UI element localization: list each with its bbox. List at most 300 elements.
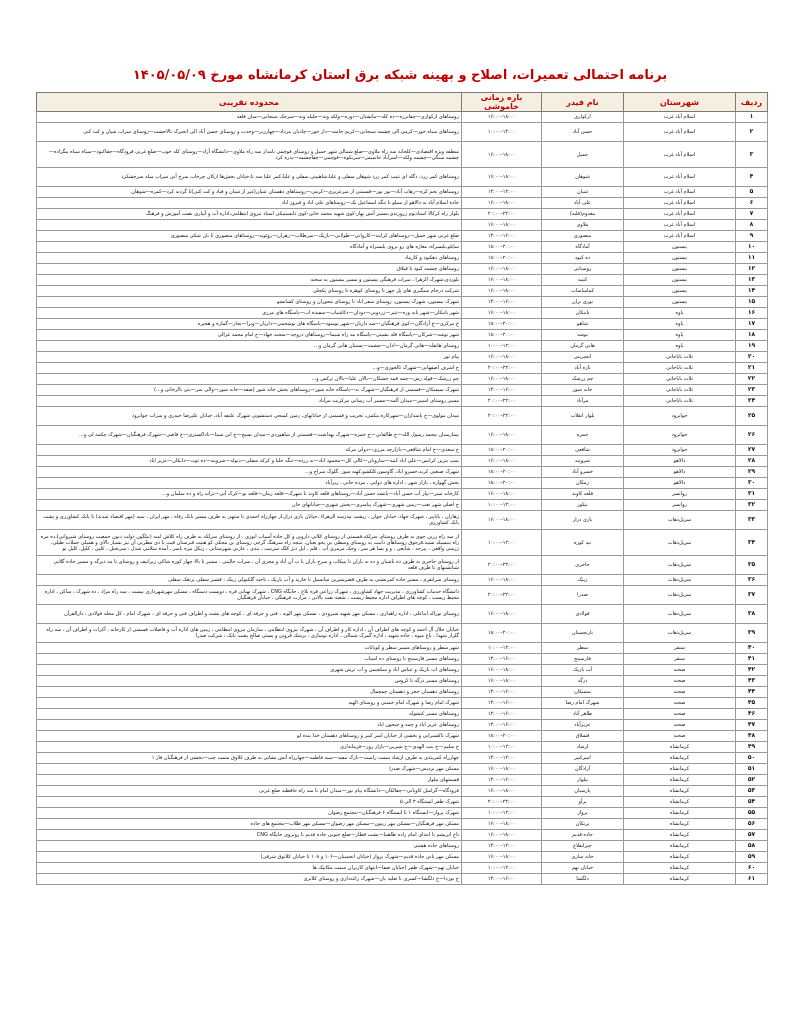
area-cell — [37, 220, 462, 231]
outage-time-cell: ۱۸:۰۰–۲۰:۰۰ — [462, 445, 542, 456]
row-number-cell: ۲۰ — [736, 352, 768, 363]
city-cell: جوانرود — [624, 407, 736, 426]
city-cell: کرمانشاه — [624, 852, 736, 863]
area-cell: روستای هانقله—هانی گرمان—ادان—چشمه—پستبان هانی گرمان و... — [37, 341, 462, 352]
table-row — [37, 231, 768, 242]
feeder-cell: فولادی — [542, 605, 624, 624]
table-row — [37, 445, 768, 456]
outage-time-cell: ۱۸:۰۰–۲۰:۰۰ — [462, 330, 542, 341]
feeder-cell: عزیزآباد — [542, 720, 624, 731]
area-cell: روستاهای مسیر کنشوله — [37, 709, 462, 720]
outage-time-cell: ۲۰:۰۰–۲۲:۰۰ — [462, 586, 542, 605]
feeder-cell: جیرانقلاع — [542, 841, 624, 852]
row-number-cell: ۲۲ — [736, 374, 768, 385]
feeder-cell: شوهان — [542, 168, 624, 187]
area-cell: خ نوزدا—خ دلگشا—کسری تا تعلیه بان—شهرک زاغه‌داری و روستای کلاتری — [37, 874, 462, 885]
feeder-cell: طاهر آباد — [542, 709, 624, 720]
feeder-cell: حسن آباد — [542, 123, 624, 142]
city-cell: صحنه — [624, 687, 736, 698]
feeder-cell: ده کبود — [542, 253, 624, 264]
area-cell: مسیر روستای اسپیر—میدان آلمه—مسیر آب رسانی مرکزیت مرآباد — [37, 396, 462, 407]
outage-time-cell: ۱۴:۰۰–۱۶:۰۰ — [462, 709, 542, 720]
row-number-cell: ۱۵ — [736, 297, 768, 308]
row-number-cell: ۴۶ — [736, 709, 768, 720]
header-outage-time: بازه زمانی خاموشی — [462, 93, 542, 112]
city-cell: بیستون — [624, 253, 736, 264]
row-number-cell: ۲۷ — [736, 445, 768, 456]
city-cell: صحنه — [624, 709, 736, 720]
city-cell: اسلام آباد غرب — [624, 220, 736, 231]
row-number-cell: ۳۵ — [736, 556, 768, 575]
feeder-cell: آزادگان — [542, 764, 624, 775]
outage-time-cell: ۱۶:۰۰–۱۸:۰۰ — [462, 264, 542, 275]
city-cell: پاوه — [624, 330, 736, 341]
row-number-cell: ۴۳ — [736, 676, 768, 687]
feeder-cell: تازه آباد — [542, 363, 624, 374]
table-row — [37, 456, 768, 467]
feeder-cell: ارکوازی — [542, 112, 624, 123]
table-row — [37, 797, 768, 808]
row-number-cell: ۳۰ — [736, 478, 768, 489]
area-cell: شرکت درجام سنگبری های پل چهر تا روستای کوهزه تا روستای پکجلی — [37, 286, 462, 297]
outage-time-cell: ۱۶:۰۰–۱۸:۰۰ — [462, 112, 542, 123]
row-number-cell: ۱۱ — [736, 253, 768, 264]
feeder-cell: شهرک امام رضا — [542, 698, 624, 709]
city-cell: کرمانشاه — [624, 797, 736, 808]
row-number-cell: ۲۹ — [736, 467, 768, 478]
city-cell: کرمانشاه — [624, 764, 736, 775]
city-cell: روانسر — [624, 500, 736, 511]
area-cell: از روستای جاجری به طرف ده باشیان و ده به باران تا بنیکاب و سرخ باران با ب آن آباد و مجری آن ، سراب جالینی ، مسیر تا بالا چهار کوره شاکی زیرانیف و روستای تا مه دیرگه و مسیر جاده گلاتی شبانشنهای تا طرف قلعه — [37, 556, 462, 575]
city-cell: کرمانشاه — [624, 830, 736, 841]
feeder-cell: خانه سازی — [542, 852, 624, 863]
city-cell: اسلام آباد غرب — [624, 187, 736, 198]
table-row — [37, 830, 768, 841]
city-cell: اسلام آباد غرب — [624, 168, 736, 187]
outage-time-cell: ۱۴:۰۰–۱۶:۰۰ — [462, 231, 542, 242]
feeder-cell: پارسیان — [542, 786, 624, 797]
city-cell: ثلاث باباجانی — [624, 374, 736, 385]
outage-time-cell: ۲۰:۰۰–۲۲:۰۰ — [462, 556, 542, 575]
area-cell: تاخ ابریشم تا ابتدای امام زاده ظاهینا—پشت قطار—ضلع جنوبی جاده قدیم تا روبروی جایگاه CNG — [37, 830, 462, 841]
feeder-cell: درگه — [542, 676, 624, 687]
area-cell: مسکن مهر بانی جاده قدیم—شهرک پرواز (خیابان انجمنیان—۱۰۶ و ۱۰۸ تا خیابان کلانوق شرقی) — [37, 852, 462, 863]
outage-time-cell: ۱۰:۰۰–۱۲:۰۰ — [462, 643, 542, 654]
area-cell: خیابان جلال آل احمد و کوچه های اطراف آن ، اداره کار و اطراف آن ، شهرک نیروی انتظامی ، سازمان نیروی انتظامی ، زمین های اداره آب و فاضلاب قسمتی از کارخانه ، آکرات و اطراف آن ، سه راه گلزار شهدا ، باغ میوه ، جاده شهید ، اداره گمرک شمالی ، اداره نوسازی ، پزشک فروتن و پستی صالح پشت بانک ، شرکت صدرا — [37, 624, 462, 643]
area-cell: بیمارستان محمد رسول الله—خ طالقانی—خ حمزه—شهرک بهداشت—قسمتی از شاهوردی—میدان بسیج—خ ابن سینا—ناداکستری—خ قاضی—شهرک فرهنگیان—شهرک چکمه لی و... — [37, 426, 462, 445]
area-cell: روستاهای سیاه خور—کرمی الی چشمه سنجابی—کریم خامنه—دار خور—چادیان مرداد—چهارزبر—وحدت و روستای حسن آباد الی انجیرک تالاجشت—روستای سراب شیان و کت کنی — [37, 123, 462, 142]
row-number-cell: ۳۱ — [736, 489, 768, 500]
table-row — [37, 665, 768, 676]
outage-time-cell: ۱۴:۰۰–۱۶:۰۰ — [462, 720, 542, 731]
area-cell: روستاهای چشمه کبود تا فیلاق — [37, 264, 462, 275]
city-cell: اسلام آباد غرب — [624, 209, 736, 220]
feeder-cell: منصوری — [542, 231, 624, 242]
area-cell: روستای نوراله ایناعلی ، اداره راهداری ، مسکن مهر شهید شیرودی ، مسکن مهر الوند ، فنی و حرفه ای ، کوچه های پشت و اطراف فنی و حرفه ای ، شهرک امام ، کل محله فولادی ، دارالقرآن — [37, 605, 462, 624]
table-row — [37, 385, 768, 396]
outage-time-cell: ۲۰:۰۰–۲۲:۰۰ — [462, 797, 542, 808]
feeder-cell: ملاوی — [542, 220, 624, 231]
feeder-cell: شیان — [542, 187, 624, 198]
row-number-cell: ۳ — [736, 142, 768, 168]
row-number-cell: ۵۹ — [736, 852, 768, 863]
feeder-cell: روستایی — [542, 264, 624, 275]
row-number-cell: ۵۵ — [736, 808, 768, 819]
table-row — [37, 852, 768, 863]
outage-time-cell: ۱۴:۰۰–۱۲:۰۰ — [462, 753, 542, 764]
table-row — [37, 775, 768, 786]
outage-time-cell: ۱۶:۰۰–۱۸:۰۰ — [462, 426, 542, 445]
table-row — [37, 742, 768, 753]
outage-time-cell: ۱۸:۰۰–۲۰:۰۰ — [462, 467, 542, 478]
table-row — [37, 841, 768, 852]
outage-time-cell: ۲۰:۰۰–۲۲:۰۰ — [462, 407, 542, 426]
area-cell: سایلو،بلیسراه، مغازه های رو بروی پلیسراه و آمادگاه — [37, 242, 462, 253]
row-number-cell: ۵۸ — [736, 841, 768, 852]
outage-time-cell: ۱۶:۰۰–۱۸:۰۰ — [462, 511, 542, 530]
feeder-cell: نوشه — [542, 330, 624, 341]
outage-time-cell: ۱۶:۰۰–۱۸:۰۰ — [462, 852, 542, 863]
outage-time-cell: ۱۶:۰۰–۱۸:۰۰ — [462, 286, 542, 297]
outage-time-cell: ۱۸:۰۰–۲۰:۰۰ — [462, 731, 542, 742]
table-row — [37, 500, 768, 511]
table-row — [37, 352, 768, 363]
area-cell: شهرک سیمیکان—قسمتی از فرهنگیان—شهرک به—پاسگاه خانه شور—روستاهای بخش خانه شور (صفه—خانه شور—والی سر—بنی نالرخانی و...) — [37, 385, 462, 396]
row-number-cell: ۵۰ — [736, 753, 768, 764]
row-number-cell: ۳۴ — [736, 530, 768, 556]
area-cell: شهرک صنعتی کرند،خسرو اباد، گاوسور،کلکشو،کهنه سوز ،گلوک سراج و... — [37, 467, 462, 478]
city-cell: پاوه — [624, 319, 736, 330]
row-number-cell: ۱۷ — [736, 319, 768, 330]
table-row — [37, 489, 768, 500]
feeder-cell: خسرو آباد — [542, 467, 624, 478]
outage-time-cell: ۱۰:۰۰–۱۲:۰۰ — [462, 742, 542, 753]
outage-time-cell: ۱۶:۰۰–۱۸:۰۰ — [462, 819, 542, 830]
city-cell: سرپل‌ذهاب — [624, 605, 736, 624]
table-row — [37, 863, 768, 874]
area-cell: منطقه ویژه اقتصادی—کلخانه سه راه ملاوی—ضلع شمالی شهر حمیل و روستای قوچمی نامدار سه راه ملاوی—دانشگاه آزاد—روستای کله جوب—ضلع غربی فرودگاه—چقاکبود—سیاه سیاه بیگزاده—چشمه سنگی—چشمه ولکه—اسرآباد خانمیمر—سرنکوه—قوچمی—چقاچشمه—بدره کرد — [37, 142, 462, 168]
area-cell: شهرک تاکسیرانی و بخشی از خیابان امیر کبیر و روستاهای دهستان خدا بنده لو — [37, 731, 462, 742]
feeder-cell: شاهو — [542, 319, 624, 330]
row-number-cell: ۵۳ — [736, 786, 768, 797]
city-cell: پاوه — [624, 341, 736, 352]
outage-time-cell: ۱۶:۰۰–۱۸:۰۰ — [462, 665, 542, 676]
row-number-cell: ۳۸ — [736, 605, 768, 624]
area-cell: شهرک بیستون، شهرک بیستون، روستای سفر اباد تا روستای محوران و روستای کشانشو — [37, 297, 462, 308]
area-cell: روستاهای جاده هشتی — [37, 841, 462, 852]
area-cell: میدان مولوی—خ پاسداران—شهرکاره،بیکمی، تخریب و قسمتی از خیابانهای، زمین کمیجی دستشویی شهرک علیفه آباد، خیابان علیرضا حیدری و سراب جوانرود — [37, 407, 462, 426]
city-cell: صحنه — [624, 665, 736, 676]
outage-time-cell: ۱۶:۰۰–۱۸:۰۰ — [462, 605, 542, 624]
table-row — [37, 698, 768, 709]
feeder-cell: پرآو — [542, 797, 624, 808]
row-number-cell: ۱۳ — [736, 275, 768, 286]
outage-time-cell: ۱۴:۰۰–۱۶:۰۰ — [462, 874, 542, 885]
header-feeder: نام فیدر — [542, 93, 624, 112]
city-cell: روانسر — [624, 489, 736, 500]
table-row — [37, 374, 768, 385]
outage-time-cell: ۱۰:۰۰–۱۲:۰۰ — [462, 500, 542, 511]
area-cell: شهر نوشه—شرکان—پاسگاه قله نشینی—پاسگاه مه راه شیما—روستاهای دروچه—سحنه جهاد—خ امام محمد غزالی — [37, 330, 462, 341]
feeder-cell: دلگشا — [542, 874, 624, 885]
outage-time-cell: ۱۰:۰۰–۱۲:۰۰ — [462, 863, 542, 874]
area-cell: روستاهای تخم کره—زهاب آباد—نور بور—قسمتی از میرعزیزی—کرمی—روستاهای دهستان شیان(غیر از شیان و قباد و کت کنی)تا گردنه کرد—کمره—شوهان — [37, 187, 462, 198]
outage-time-cell: ۱۸:۰۰–۲۰:۰۰ — [462, 242, 542, 253]
outage-time-cell: ۱۸:۰۰–۲۰:۰۰ — [462, 478, 542, 489]
feeder-cell: نارنجستان — [542, 624, 624, 643]
outage-time-cell: ۱۴:۰۰–۱۶:۰۰ — [462, 775, 542, 786]
outage-time-cell: ۱۰:۰۰–۱۲:۰۰ — [462, 530, 542, 556]
area-cell: پمپ بنزین کرانس—علی اباد کنیه—سارونان—کالی کل—محمود اباد—ته زرده—تنگه خلیا و کرکه سفلی—دیوله—شروینه—ده ثوت—دانکان—عزیز اباد — [37, 456, 462, 467]
table-row — [37, 709, 768, 720]
feeder-cell: خیابان نهم — [542, 863, 624, 874]
city-cell: دالاهو — [624, 467, 736, 478]
row-number-cell: ۴۵ — [736, 698, 768, 709]
table-row — [37, 168, 768, 187]
outage-time-cell: ۱۶:۰۰–۱۸:۰۰ — [462, 489, 542, 500]
city-cell: ثلاث باباجانی — [624, 396, 736, 407]
header-area: محدوده تقریبی — [37, 93, 462, 112]
row-number-cell: ۱۸ — [736, 330, 768, 341]
area-cell: روستاهای مسیر درگه تا کروس — [37, 676, 462, 687]
row-number-cell: ۱۲ — [736, 264, 768, 275]
area-cell: شهر بابنکان—شهر بابه وره—تنیر—زردوبی—دودان—دکاشیاب—سفیده اب—پاسگاه های مرزی — [37, 308, 462, 319]
row-number-cell: ۵۲ — [736, 775, 768, 786]
header-city: شهرستان — [624, 93, 736, 112]
feeder-cell: آمادگاه — [542, 242, 624, 253]
city-cell: سنقر — [624, 654, 736, 665]
area-cell: روستاهای دهستان خجر و دهستان چمچمال — [37, 687, 462, 698]
feeder-cell: ارشاد — [542, 742, 624, 753]
city-cell: ثلاث باباجانی — [624, 352, 736, 363]
city-cell: سنقر — [624, 643, 736, 654]
area-cell: بخش گهواره ، بازار شهر ، اداره های دولتی ، مرده خانی ، زیرآباد — [37, 478, 462, 489]
table-row — [37, 808, 768, 819]
row-number-cell: ۲۵ — [736, 407, 768, 426]
feeder-cell: تیکور — [542, 500, 624, 511]
row-number-cell: ۴۸ — [736, 731, 768, 742]
outage-time-cell: ۱۰:۰۰–۱۴:۰۰ — [462, 123, 542, 142]
city-cell: بیستون — [624, 275, 736, 286]
feeder-cell: سطر — [542, 643, 624, 654]
row-number-cell: ۴۱ — [736, 654, 768, 665]
feeder-cell: سمنکان — [542, 687, 624, 698]
area-cell: روستاهای مسیر فارسینج تا روستای ده اسیاب — [37, 654, 462, 665]
city-cell: سرپل‌ذهاب — [624, 575, 736, 586]
feeder-cell: پرواز — [542, 808, 624, 819]
outage-time-cell: ۲۰:۰۰–۲۲:۰۰ — [462, 363, 542, 374]
table-row — [37, 396, 768, 407]
table-row — [37, 819, 768, 830]
feeder-cell: چم زرشک — [542, 374, 624, 385]
city-cell: بیستون — [624, 242, 736, 253]
feeder-cell: شروینه — [542, 456, 624, 467]
city-cell: سرپل‌ذهاب — [624, 530, 736, 556]
feeder-cell: شافعی — [542, 445, 624, 456]
outage-time-cell: ۱۴:۰۰–۱۶:۰۰ — [462, 385, 542, 396]
row-number-cell: ۳۳ — [736, 511, 768, 530]
outage-time-cell: ۱۶:۰۰–۱۸:۰۰ — [462, 575, 542, 586]
feeder-cell: حمزه — [542, 426, 624, 445]
table-row — [37, 209, 768, 220]
outage-time-cell: ۱۶:۰۰–۱۸:۰۰ — [462, 374, 542, 385]
table-row — [37, 187, 768, 198]
row-number-cell: ۳۷ — [736, 586, 768, 605]
area-cell: شهرک امام رضا و شهرک امام خمینی و روستای الهیه — [37, 698, 462, 709]
feeder-cell: کتیبه — [542, 275, 624, 286]
table-row — [37, 426, 768, 445]
city-cell: کرمانشاه — [624, 863, 736, 874]
area-cell: جاده اسلام آباد به دالاهو از سیلو تا تنگه اسماعیل بک—روستاهای علی اباد و فیروز اباد — [37, 198, 462, 209]
feeder-cell: انجیربنی — [542, 352, 624, 363]
row-number-cell: ۲ — [736, 123, 768, 142]
city-cell: کرمانشاه — [624, 753, 736, 764]
row-number-cell: ۵ — [736, 187, 768, 198]
table-row — [37, 407, 768, 426]
area-cell: روستاهای عزیز اباد و چمه و چیحون اباد — [37, 720, 462, 731]
row-number-cell: ۳۶ — [736, 575, 768, 586]
feeder-cell: معدوم(فلبه) — [542, 209, 624, 220]
area-cell: مسکن مهر فرهنگیان—مسکن مهر زیتون—مسکن مهر رضوان—مسکن مهر طلاب—مجتمع های جاده — [37, 819, 462, 830]
city-cell: بیستون — [624, 286, 736, 297]
area-cell: شهرک ظفر ایستگاه ۳ الی ۵ — [37, 797, 462, 808]
area-cell: خ اشرف اصفهانی—شهرک تالجوزی—و... — [37, 363, 462, 374]
outage-time-cell: ۱۶:۰۰–۱۸:۰۰ — [462, 142, 542, 168]
table-row — [37, 286, 768, 297]
area-cell: روستای سرانقرم ، مسیر جاده کمرنشیی به طرف قصرشیرین میانسیل تا خارید و آب باریک ، ناحیه گلکبولی زینک ، قشیر سفلی برتغک سفلی — [37, 575, 462, 586]
city-cell: سرپل‌ذهاب — [624, 556, 736, 575]
outage-time-cell: ۱۴:۰۰–۱۶:۰۰ — [462, 698, 542, 709]
outage-time-cell: ۱۸:۰۰–۲۰:۰۰ — [462, 319, 542, 330]
outage-time-cell: ۱۸:۰۰–۲۰:۰۰ — [462, 624, 542, 643]
table-row — [37, 643, 768, 654]
outage-time-cell: ۱۴:۰۰–۱۶:۰۰ — [462, 654, 542, 665]
area-cell: فرودگاه—گرامیل کاوپانی—چقالکان—دانشگاه پیام نور—میدان امام تا سه راه حافظیه ضلع غربی — [37, 786, 462, 797]
row-number-cell: ۸ — [736, 220, 768, 231]
row-number-cell: ۶ — [736, 198, 768, 209]
area-cell: مسکن مهر بردیس—شهرک صدرا — [37, 764, 462, 775]
city-cell: کرمانشاه — [624, 786, 736, 797]
city-cell: کرمانشاه — [624, 819, 736, 830]
feeder-cell: آب باریک — [542, 665, 624, 676]
table-row — [37, 308, 768, 319]
area-cell: روستاهای کمر زرد، دگله ای تنیب کمر زرد شوهان سفلی و علیا،شاهیینی سفلی و علیا،کمر علیا سه تا،خیابان بخش‌ها ارکان چرخاب سرخ آبی سراب میله سرچشکرد — [37, 168, 462, 187]
city-cell: کرمانشاه — [624, 742, 736, 753]
row-number-cell: ۳۹ — [736, 624, 768, 643]
outage-time-cell: ۱۶:۰۰–۱۸:۰۰ — [462, 168, 542, 187]
row-number-cell: ۵۶ — [736, 819, 768, 830]
city-cell: دالاهو — [624, 456, 736, 467]
area-cell: شهر سطر و روستاهای مسیر سطر و کونانات — [37, 643, 462, 654]
table-row — [37, 687, 768, 698]
feeder-cell: بازی دراز — [542, 511, 624, 530]
city-cell: اسلام آباد غرب — [624, 123, 736, 142]
outage-time-cell: ۱۰:۰۰–۱۲:۰۰ — [462, 341, 542, 352]
outage-time-cell: ۱۶:۰۰–۱۸:۰۰ — [462, 198, 542, 209]
city-cell: صحنه — [624, 731, 736, 742]
table-row — [37, 586, 768, 605]
feeder-cell: خانه شور — [542, 385, 624, 396]
row-number-cell: ۴ — [736, 168, 768, 187]
table-row — [37, 478, 768, 489]
row-number-cell: ۷ — [736, 209, 768, 220]
table-row — [37, 220, 768, 231]
feeder-cell: تپه کوره — [542, 530, 624, 556]
area-cell: پیام نور — [37, 352, 462, 363]
outage-time-cell: ۱۶:۰۰–۱۸:۰۰ — [462, 275, 542, 286]
city-cell: کرمانشاه — [624, 775, 736, 786]
outage-time-cell: ۱۶:۰۰–۱۸:۰۰ — [462, 220, 542, 231]
area-cell: روستاهای ارکوازی—چقاترزه—ده کله—مانشتان—دوزه—ولکه وند—جلیله وند—سرخک سنجابی—میان قلعه — [37, 112, 462, 123]
table-row — [37, 654, 768, 665]
row-number-cell: ۳۲ — [736, 500, 768, 511]
city-cell: اسلام آباد غرب — [624, 198, 736, 209]
area-cell: خ اصلی شهر تعب—زمین شهری—شهرک پیامبری—بخش شهری—خیابانهای خان — [37, 500, 462, 511]
area-cell: بلوار راه کرکالا استادیوم زرورتدی،مسیر آتش بهار-کوی شهید محمد خانی-کوی دانسیتیکی استاد تیروی انتظامی،اداره آب و آبیاری نصب آموزش و فرهنگ — [37, 209, 462, 220]
outage-time-cell: ۱۴:۰۰–۱۶:۰۰ — [462, 687, 542, 698]
feeder-cell: فارسینج — [542, 654, 624, 665]
row-number-cell: ۲۶ — [736, 426, 768, 445]
table-row — [37, 605, 768, 624]
feeder-cell: بیلوار — [542, 775, 624, 786]
city-cell: صحنه — [624, 698, 736, 709]
table-row — [37, 556, 768, 575]
row-number-cell: ۱۹ — [736, 341, 768, 352]
feeder-cell: بابنکان — [542, 308, 624, 319]
city-cell: ثلاث باباجانی — [624, 363, 736, 374]
table-row — [37, 731, 768, 742]
city-cell: اسلام آباد غرب — [624, 231, 736, 242]
city-cell: سرپل‌ذهاب — [624, 624, 736, 643]
table-header — [37, 93, 768, 112]
area-cell: قسمتهای بیلوار — [37, 775, 462, 786]
city-cell: کرمانشاه — [624, 841, 736, 852]
row-number-cell: ۴۷ — [736, 720, 768, 731]
area-cell: بلوردی،شهرک الزهرا ، میراث فرهنگی بیستون و مسیر بیستون به سحنه — [37, 275, 462, 286]
table-row — [37, 319, 768, 330]
row-number-cell: ۱۶ — [736, 308, 768, 319]
row-number-cell: ۶۱ — [736, 874, 768, 885]
table-row — [37, 123, 768, 142]
city-cell: ثلاث باباجانی — [624, 385, 736, 396]
feeder-cell: مرآباد — [542, 396, 624, 407]
header-row-number: ردیف — [736, 93, 768, 112]
feeder-cell: پرنکان — [542, 819, 624, 830]
city-cell: جوانرود — [624, 426, 736, 445]
table-row — [37, 764, 768, 775]
table-row — [37, 874, 768, 885]
page-title: برنامه احتمالی تعمیرات، اصلاح و بهینه شبکه برق استان کرمانشاه مورخ ۱۴۰۵/۰۵/۰۹ — [132, 68, 668, 83]
area-cell: شهرک پرواز—ایستگاه ۱ تا ایستگاه ۶ فرهنگیان—مجتمع رضوان — [37, 808, 462, 819]
city-cell: کرمانشاه — [624, 874, 736, 885]
area-cell: خ سعدی—خ امام شافعی—بازارچه مرزی—دولی مرکه — [37, 445, 462, 456]
row-number-cell: ۲۳ — [736, 385, 768, 396]
table-row — [37, 297, 768, 308]
feeder-cell: زمکان — [542, 478, 624, 489]
row-number-cell: ۴۹ — [736, 742, 768, 753]
outage-time-cell: ۱۶:۰۰–۱۸:۰۰ — [462, 764, 542, 775]
city-cell: بیستون — [624, 264, 736, 275]
row-number-cell: ۲۴ — [736, 396, 768, 407]
table-row — [37, 242, 768, 253]
table-row — [37, 530, 768, 556]
table-row — [37, 275, 768, 286]
feeder-cell: حمیل — [542, 142, 624, 168]
city-cell: اسلام آباد غرب — [624, 112, 736, 123]
table-row — [37, 676, 768, 687]
table-row — [37, 264, 768, 275]
feeder-cell: علی آباد — [542, 198, 624, 209]
